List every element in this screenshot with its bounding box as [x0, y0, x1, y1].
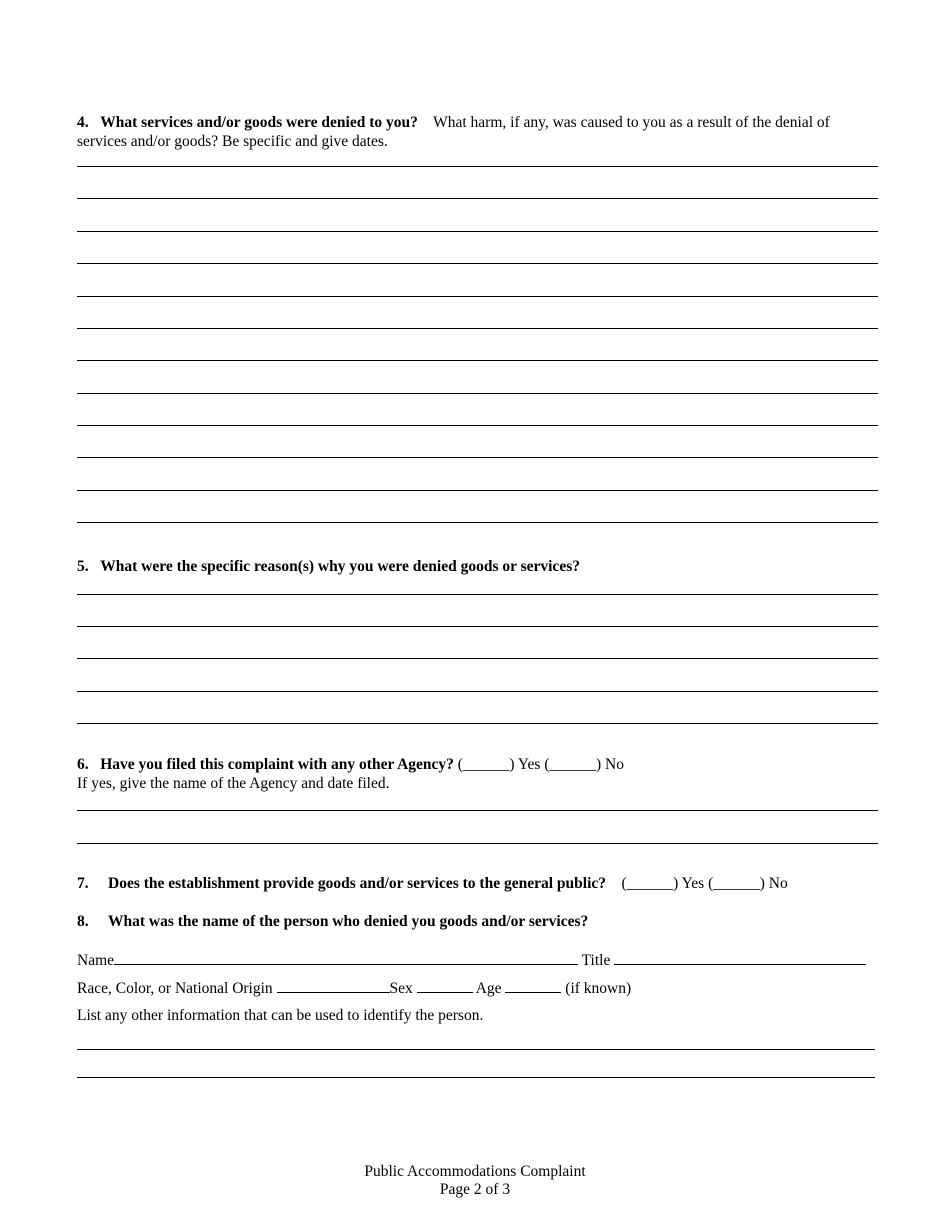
footer — [0, 1163, 950, 1199]
other-info-prompt: List any other information that can be used to identify the person. — [77, 1007, 484, 1024]
answer-line[interactable] — [77, 723, 878, 724]
question-7-no-option[interactable]: (______) No — [708, 875, 788, 892]
answer-line[interactable] — [77, 810, 878, 811]
race-field[interactable] — [277, 978, 390, 993]
answer-line[interactable] — [77, 425, 878, 426]
question-8-bold-text: What was the name of the person who denied you goods and/or services? — [108, 913, 589, 930]
question-5-number: 5. — [77, 558, 89, 575]
question-7 — [77, 874, 788, 893]
race-label: Race, Color, or National Origin — [77, 980, 273, 997]
answer-line[interactable] — [77, 393, 878, 394]
answer-line[interactable] — [77, 166, 878, 167]
answer-line[interactable] — [77, 360, 878, 361]
question-6-no-option[interactable]: (______) No — [544, 756, 624, 773]
question-7-yes-option[interactable]: (______) Yes — [621, 875, 705, 892]
answer-line[interactable] — [77, 1077, 875, 1078]
answer-line[interactable] — [77, 691, 878, 692]
answer-line[interactable] — [77, 296, 878, 297]
question-7-bold-text: Does the establishment provide goods and/or services to the general public? — [108, 875, 607, 892]
page-number: Page 2 of 3 — [439, 1181, 511, 1198]
question-5-bold-text: What were the specific reason(s) why you were denied goods or services? — [100, 558, 580, 575]
answer-line[interactable] — [77, 1049, 875, 1050]
question-6-number: 6. — [77, 756, 89, 773]
answer-line[interactable] — [77, 658, 878, 659]
question-4-number: 4. — [77, 114, 89, 131]
answer-line[interactable] — [77, 843, 878, 844]
name-field[interactable] — [114, 950, 578, 965]
question-6-bold-text: Have you filed this complaint with any other Agency? — [100, 756, 454, 773]
question-8 — [77, 912, 588, 931]
title-label: Title — [581, 952, 611, 969]
question-8-number: 8. — [77, 913, 89, 930]
age-label: Age — [475, 980, 502, 997]
answer-line[interactable] — [77, 263, 878, 264]
question-4 — [77, 113, 882, 151]
answer-line[interactable] — [77, 594, 878, 595]
title-field[interactable] — [614, 950, 866, 965]
question-5 — [77, 557, 580, 576]
sex-field[interactable] — [417, 978, 473, 993]
age-field[interactable] — [505, 978, 561, 993]
question-6 — [77, 755, 624, 774]
name-label: Name — [77, 952, 115, 969]
answer-line[interactable] — [77, 457, 878, 458]
if-known-note: (if known) — [565, 980, 632, 997]
sex-label: Sex — [389, 980, 413, 997]
question-4-bold-text: What services and/or goods were denied to you? — [100, 114, 418, 131]
answer-line[interactable] — [77, 231, 878, 232]
race-sex-age-row — [77, 978, 631, 998]
question-6-yes-option[interactable]: (______) Yes — [457, 756, 541, 773]
question-7-number: 7. — [77, 875, 89, 892]
question-4-text: What harm, if any, was caused to you as a result of the denial of services and/or goods? Be specific and give dates. — [77, 114, 830, 150]
answer-line[interactable] — [77, 198, 878, 199]
question-6-followup: If yes, give the name of the Agency and date filed. — [77, 775, 390, 792]
answer-line[interactable] — [77, 522, 878, 523]
answer-line[interactable] — [77, 626, 878, 627]
name-title-row — [77, 950, 882, 970]
answer-line[interactable] — [77, 328, 878, 329]
answer-line[interactable] — [77, 490, 878, 491]
footer-title: Public Accommodations Complaint — [364, 1163, 586, 1180]
